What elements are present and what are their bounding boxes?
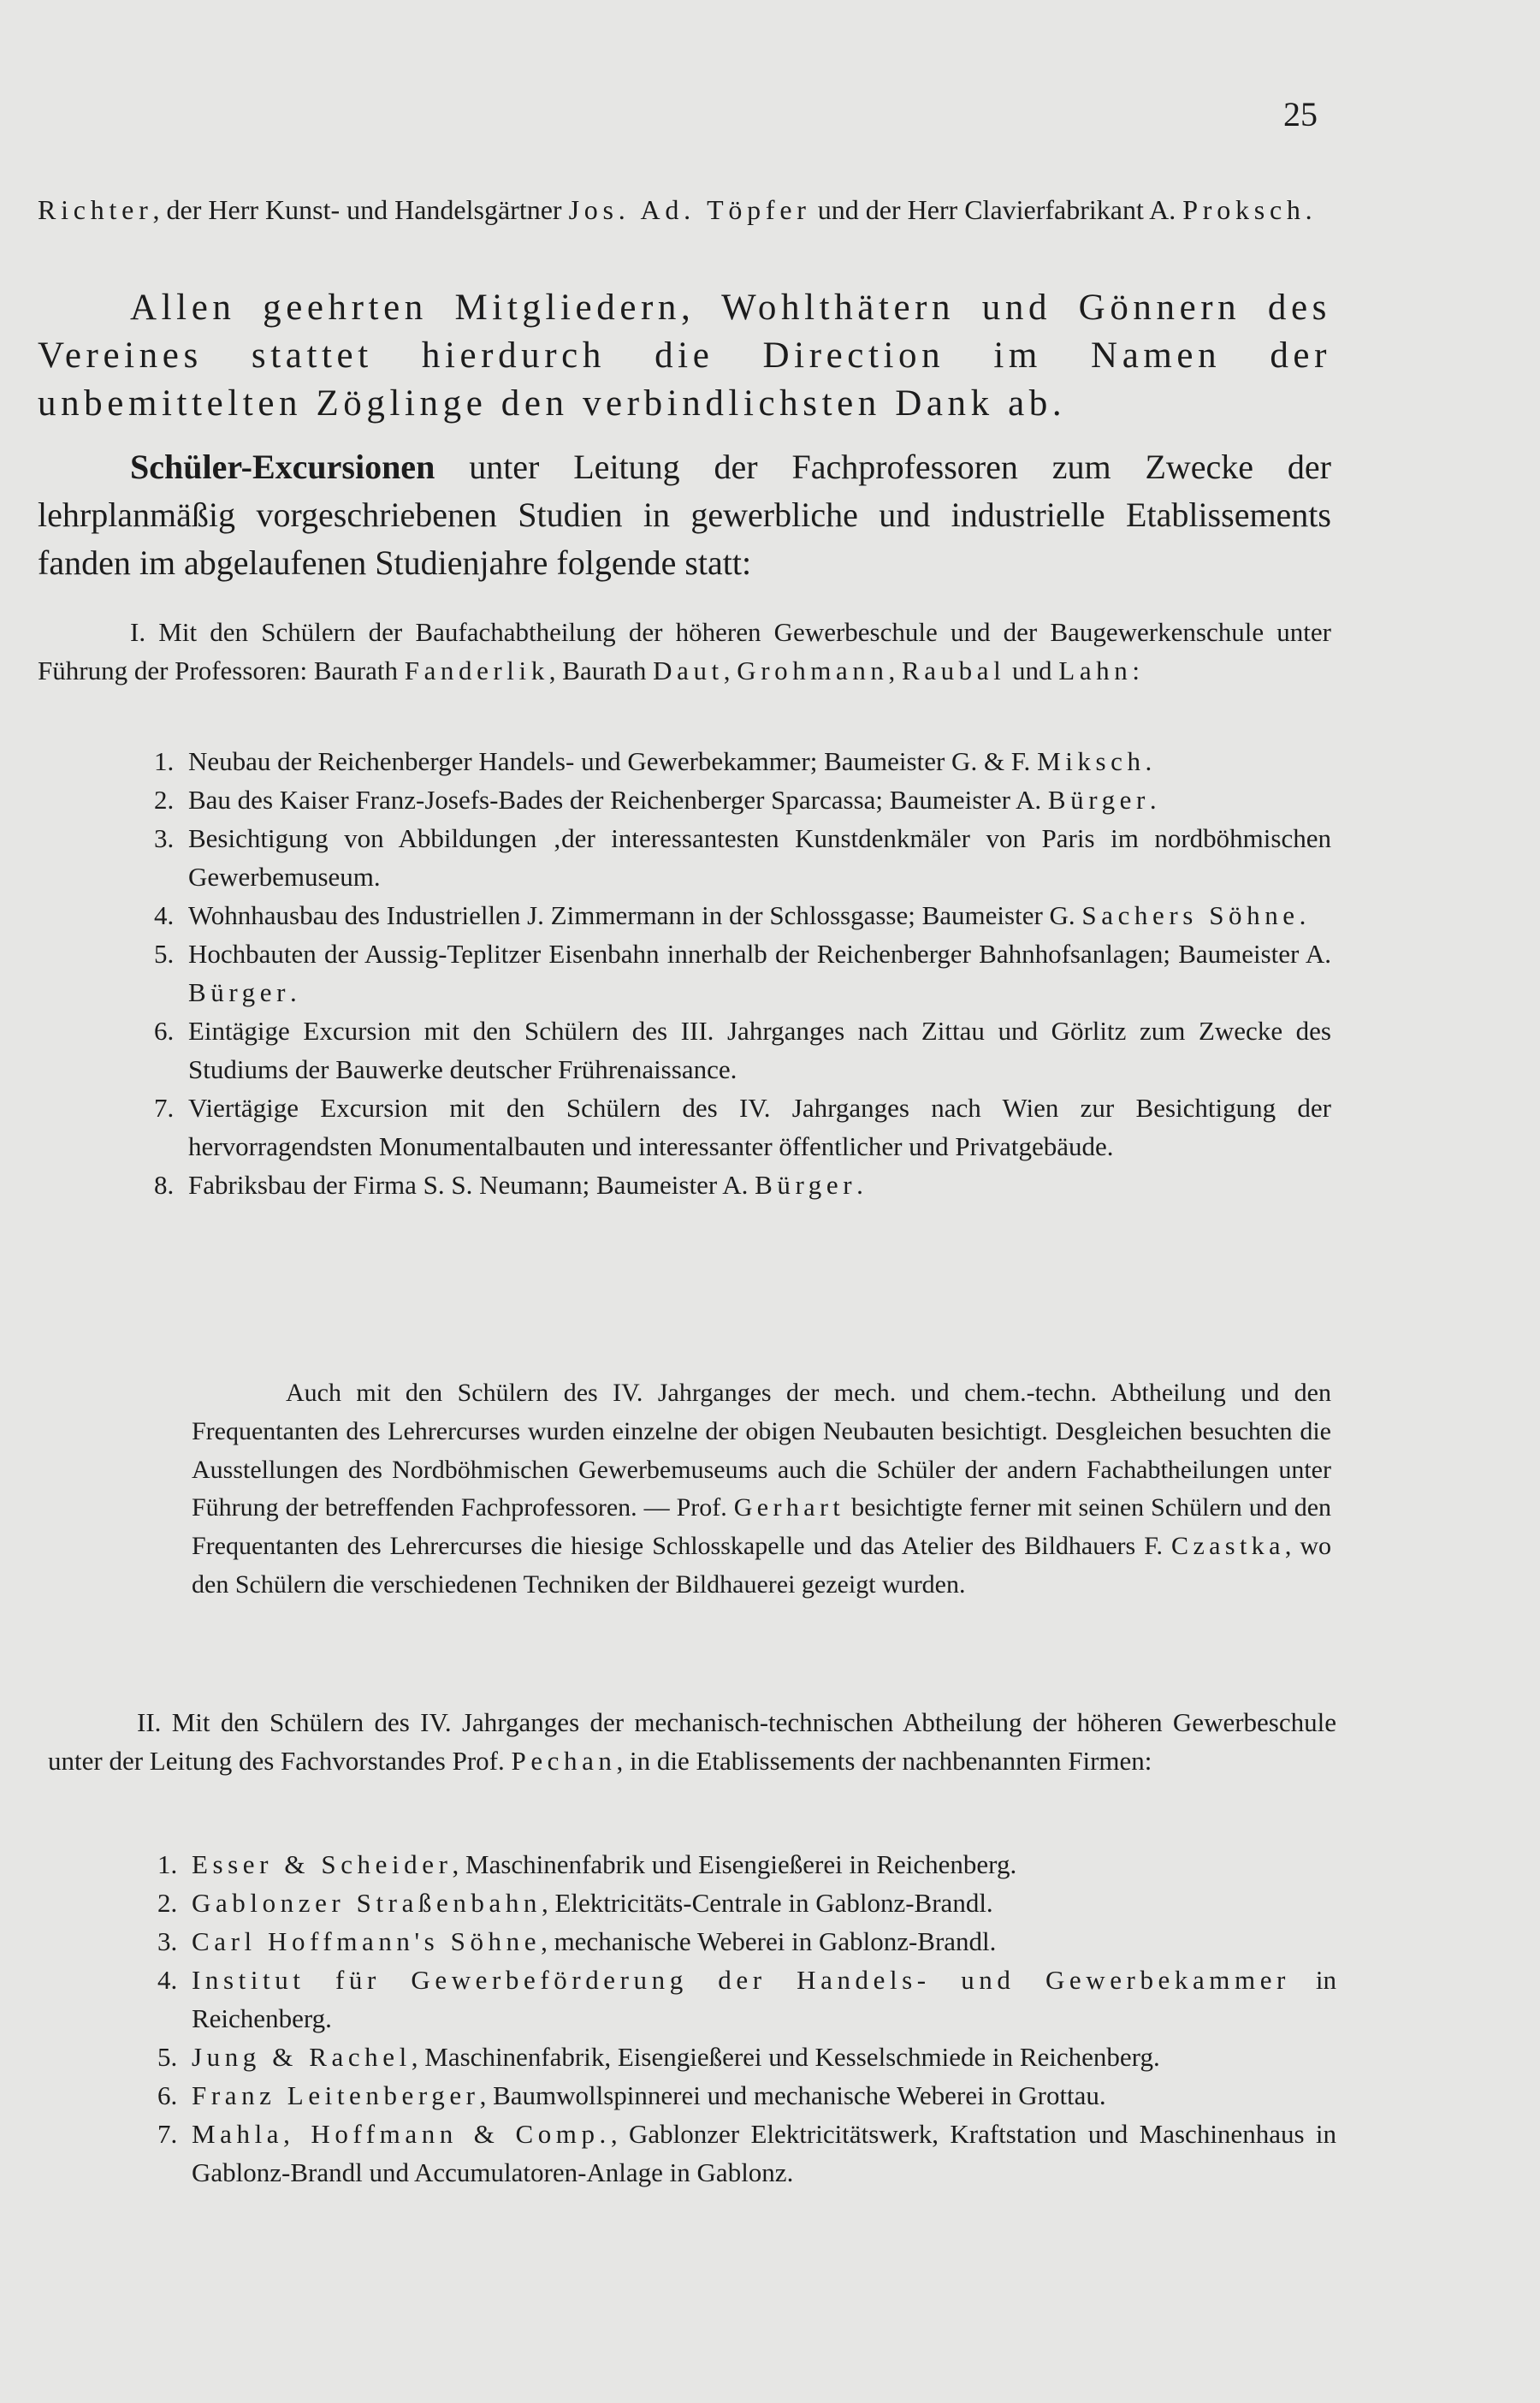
spaced-name: Daut xyxy=(653,656,724,685)
text-run: , xyxy=(723,656,737,685)
text-run: . xyxy=(290,977,297,1007)
spaced-name: Gerhart xyxy=(733,1493,845,1522)
firm-name: Carl Hoffmann's Söhne xyxy=(192,1926,542,1956)
list-item xyxy=(154,1166,1331,1204)
text-run: . xyxy=(856,1170,863,1200)
text-run: , Baumwollspinnerei und mechanische Weberei in Grottau. xyxy=(479,2080,1106,2110)
list-item xyxy=(157,1884,1336,1922)
spaced-name: Richter xyxy=(38,194,153,225)
text-run: , wo den Schülern die verschiedenen Techniken der Bildhauerei gezeigt wurden. xyxy=(192,1532,1331,1599)
item-number: 1. xyxy=(157,1849,178,1879)
list-item xyxy=(154,780,1331,819)
page-number: 25 xyxy=(1283,95,1318,134)
firm-name: Franz Leitenberger xyxy=(192,2080,480,2110)
text-run: I. Mit den Schülern der Baufachabtheilung der höheren Gewerbeschule und der Baugewerkenschule unter Führung der Professoren: Baurath xyxy=(38,617,1331,685)
item-number: 1. xyxy=(154,746,175,776)
firm-name: Esser & Scheider xyxy=(192,1849,453,1879)
text-run: Hochbauten der Aussig-Teplitzer Eisenbahn innerhalb der Reichenberger Bahnhofsanlagen; Baumeister A. xyxy=(188,939,1331,969)
spaced-name: Grohmann xyxy=(737,656,889,685)
spaced-name: Raubal xyxy=(902,656,1006,685)
firm-name: Gablonzer Straßenbahn xyxy=(192,1888,542,1918)
item-number: 7. xyxy=(157,2119,178,2149)
text-run: . xyxy=(1299,900,1306,930)
text-run: II. Mit den Schülern des IV. Jahrganges der mechanisch-technischen Abtheilung der höheren Gewerbeschule unter der Leitung des Fachvorstandes Prof. xyxy=(48,1707,1336,1776)
text-run: besichtigte ferner mit seinen Schülern und den Frequentanten des Lehrercurses die hiesige Schlosskapelle und das Atelier des Bildhauers F. xyxy=(192,1493,1332,1561)
text-run: Wohnhausbau des Industriellen J. Zimmermann in der Schlossgasse; Baumeister G. xyxy=(188,900,1082,930)
text-run: , Baurath xyxy=(548,656,654,685)
spaced-name: Sachers Söhne xyxy=(1081,900,1300,930)
list-item xyxy=(157,2076,1336,2115)
text-run: Besichtigung von Abbildungen ‚der interessantesten Kunstdenkmäler von Paris im nordböhmischen Gewerbemuseum. xyxy=(188,823,1331,892)
text-run: . xyxy=(1145,746,1152,776)
item-number: 3. xyxy=(157,1926,178,1956)
item-number: 8. xyxy=(154,1170,175,1200)
spaced-name: Bürger xyxy=(1047,785,1150,815)
spaced-name: Proksch xyxy=(1182,194,1306,225)
firm-name: Mahla, Hoffmann & Comp. xyxy=(192,2119,611,2149)
text-run: , Gablonzer Elektricitätswerk, Kraftstation und Maschinenhaus in Gablonz-Brandl und Accumulatoren-Anlage in Gablonz. xyxy=(192,2119,1336,2187)
text-run: , xyxy=(888,656,902,685)
list-item xyxy=(154,1089,1331,1166)
text-run: Auch mit den Schülern des IV. Jahrganges der mech. und chem.-techn. Abtheilung und den Frequentanten des Lehrercurses wurden einzelne der obigen Neubauten besichtigt. Desgleichen besuchten die Ausstellungen des Nordböhmischen Gewerbemuseums auch die Schüler der andern Fachabtheilungen unter Führung der betreffenden Fachprofessoren. — Prof. xyxy=(192,1379,1331,1522)
item-number: 6. xyxy=(154,1016,175,1046)
paragraph-intro xyxy=(38,190,1331,229)
text-run: . xyxy=(1149,785,1157,815)
item-number: 5. xyxy=(157,2042,178,2072)
spaced-name: Bürger xyxy=(755,1170,857,1200)
text-run: Eintägige Excursion mit den Schülern des III. Jahrganges nach Zittau und Görlitz zum Zwecke des Studiums der Bauwerke deutscher Frührenaissance. xyxy=(188,1016,1331,1084)
section-one-intro xyxy=(38,613,1331,690)
text-run: , Maschinenfabrik, Eisengießerei und Kesselschmiede in Reichenberg. xyxy=(411,2042,1160,2072)
text-run: Bau des Kaiser Franz-Josefs-Bades der Reichenberger Sparcassa; Baumeister A. xyxy=(188,785,1048,815)
list-item xyxy=(154,742,1331,780)
firm-name: Institut für Gewerbeförderung der Handels- und Gewerbekammer xyxy=(192,1965,1290,1995)
spaced-name: Pechan xyxy=(511,1746,617,1776)
text-run: : xyxy=(1132,656,1140,685)
text-run: in Reichenberg. xyxy=(192,1965,1336,2033)
list-item xyxy=(154,819,1331,896)
spaced-name: Lahn xyxy=(1058,656,1133,685)
list-item xyxy=(157,2038,1336,2076)
spaced-name: Miksch xyxy=(1037,746,1146,776)
section-heading: Schüler-Excursionen xyxy=(130,448,435,486)
text-run: , Maschinenfabrik und Eisengießerei in Reichenberg. xyxy=(452,1849,1017,1879)
paragraph-excursions xyxy=(38,443,1331,587)
text-run: Fabriksbau der Firma S. S. Neumann; Baumeister A. xyxy=(188,1170,755,1200)
text-run: , der Herr Kunst- und Handelsgärtner xyxy=(152,194,569,225)
item-number: 4. xyxy=(157,1965,178,1995)
text-run: Neubau der Reichenberger Handels- und Gewerbekammer; Baumeister G. & F. xyxy=(188,746,1038,776)
list-item xyxy=(157,2115,1336,2192)
text-run: und xyxy=(1005,656,1059,685)
item-number: 6. xyxy=(157,2080,178,2110)
section-two-intro xyxy=(48,1703,1336,1780)
item-number: 2. xyxy=(154,785,175,815)
paragraph-additional-visits xyxy=(192,1374,1331,1605)
list-item xyxy=(157,1845,1336,1884)
text-run: , mechanische Weberei in Gablonz-Brandl. xyxy=(541,1926,997,1956)
item-number: 7. xyxy=(154,1093,175,1123)
list-item xyxy=(157,1922,1336,1961)
item-number: 2. xyxy=(157,1888,178,1918)
list-item xyxy=(154,1012,1331,1089)
text-run: und der Herr Clavierfabrikant A. xyxy=(810,194,1183,225)
item-number: 3. xyxy=(154,823,175,853)
paragraph-thanks: Allen geehrten Mitgliedern, Wohlthätern und Gönnern des Vereines stattet hierdurch die Direction im Namen der unbemittelten Zöglinge den verbindlichsten Dank ab. xyxy=(38,288,1331,424)
spaced-name: Czastka xyxy=(1171,1532,1285,1561)
spaced-name: Jos. Ad. Töpfer xyxy=(568,194,811,225)
list-item xyxy=(154,934,1331,1012)
text-run: . xyxy=(1305,194,1312,225)
firm-name: Jung & Rachel xyxy=(192,2042,412,2072)
text-run: , in die Etablissements der nachbenannten Firmen: xyxy=(616,1746,1152,1776)
spaced-name: Bürger xyxy=(188,977,291,1007)
text-run: Viertägige Excursion mit den Schülern des IV. Jahrganges nach Wien zur Besichtigung der hervorragendsten Monumentalbauten und interessanter öffentlicher und Privatgebäude. xyxy=(188,1093,1331,1161)
text-run: unter Leitung der Fachprofessoren zum Zwecke der lehrplanmäßig vorgeschriebenen Studien in gewerbliche und industrielle Etablissements fanden im abgelaufenen Studienjahre folgende statt: xyxy=(38,448,1331,582)
excursion-list-one xyxy=(154,742,1331,1204)
item-number: 4. xyxy=(154,900,175,930)
firms-list xyxy=(157,1845,1336,2192)
spaced-name: Fanderlik xyxy=(404,656,549,685)
list-item xyxy=(157,1961,1336,2038)
item-number: 5. xyxy=(154,939,175,969)
text-run: , Elektricitäts-Centrale in Gablonz-Brandl. xyxy=(542,1888,993,1918)
list-item xyxy=(154,896,1331,934)
